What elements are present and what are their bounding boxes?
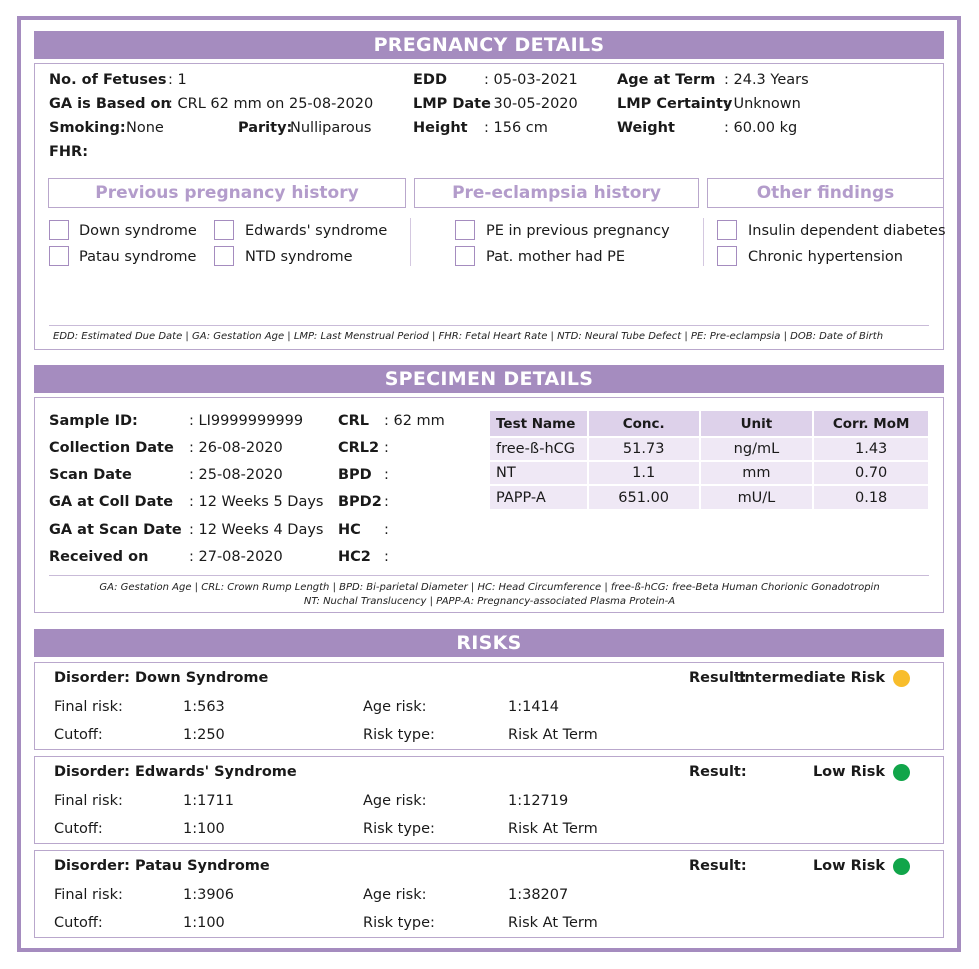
result-label: Result: xyxy=(689,764,747,780)
specimen-field-value: : 12 Weeks 4 Days xyxy=(189,522,324,538)
cutoff-label: Cutoff: xyxy=(54,821,103,837)
table-cell: ng/mL xyxy=(700,437,814,461)
height-label: Height xyxy=(413,120,468,136)
table-cell: 0.18 xyxy=(813,485,929,509)
table-row xyxy=(490,461,929,485)
measurement-value: : xyxy=(384,522,389,538)
edd-label: EDD xyxy=(413,72,447,88)
specimen-field-value: : LI9999999999 xyxy=(189,413,304,429)
table-cell: 651.00 xyxy=(588,485,700,509)
mother-had-pe-checkbox[interactable] xyxy=(455,246,475,266)
age-risk-value: 1:12719 xyxy=(508,793,569,809)
specimen-field-value: : 27-08-2020 xyxy=(189,549,283,565)
risk-type-label: Risk type: xyxy=(363,915,435,931)
table-header-cell: Test Name xyxy=(490,411,588,437)
table-header-cell: Conc. xyxy=(588,411,700,437)
specimen-field-label: Scan Date xyxy=(49,467,132,483)
cutoff-value: 1:100 xyxy=(183,915,225,931)
risks-header: RISKS xyxy=(34,629,944,657)
weight-value: : 60.00 kg xyxy=(724,120,798,136)
edwards-syndrome-checkbox[interactable] xyxy=(214,220,234,240)
age-risk-value: 1:1414 xyxy=(508,699,560,715)
specimen-legend-line2: NT: Nuchal Translucency | PAPP-A: Pregnancy-associated Plasma Protein-A xyxy=(303,596,676,607)
cutoff-value: 1:100 xyxy=(183,821,225,837)
lmp-certainty-label: LMP Certainty xyxy=(617,96,733,112)
measurement-value: : xyxy=(384,467,389,483)
pe-previous-pregnancy-checkbox[interactable] xyxy=(455,220,475,240)
risk-status-dot-icon xyxy=(893,764,910,781)
result-label: Result: xyxy=(689,858,747,874)
pe-previous-pregnancy-label: PE in previous pregnancy xyxy=(486,223,670,239)
fetuses-label: No. of Fetuses xyxy=(49,72,167,88)
specimen-field-label: Sample ID: xyxy=(49,413,138,429)
chronic-hypertension-checkbox[interactable] xyxy=(717,246,737,266)
result-value: Low Risk xyxy=(812,858,885,874)
age-risk-label: Age risk: xyxy=(363,793,427,809)
risk-type-value: Risk At Term xyxy=(508,915,598,931)
measurement-value: : xyxy=(384,494,389,510)
chronic-hypertension-label: Chronic hypertension xyxy=(748,249,903,265)
smoking-label: Smoking: xyxy=(49,120,126,136)
specimen-legend-line1: GA: Gestation Age | CRL: Crown Rump Length | BPD: Bi-parietal Diameter | HC: Head Circumference | free-ß-hCG: free-Beta Human Chorionic Gonadotropin xyxy=(99,582,880,593)
legend-divider xyxy=(49,325,929,326)
age-risk-value: 1:38207 xyxy=(508,887,569,903)
risk-type-label: Risk type: xyxy=(363,821,435,837)
specimen-details-header: SPECIMEN DETAILS xyxy=(34,365,944,393)
table-cell: 1.1 xyxy=(588,461,700,485)
height-value: : 156 cm xyxy=(484,120,548,136)
measurement-label: CRL2 xyxy=(338,440,380,456)
age-risk-label: Age risk: xyxy=(363,887,427,903)
disorder-title: Disorder: Edwards' Syndrome xyxy=(54,764,297,780)
ga-based-label: GA is Based on xyxy=(49,96,171,112)
table-cell: PAPP-A xyxy=(490,485,588,509)
ntd-syndrome-label: NTD syndrome xyxy=(245,249,353,265)
result-value: Intermediate Risk xyxy=(739,670,885,686)
risk-status-dot-icon xyxy=(893,858,910,875)
specimen-field-label: Received on xyxy=(49,549,149,565)
table-cell: 51.73 xyxy=(588,437,700,461)
measurement-label: CRL xyxy=(338,413,370,429)
down-syndrome-label: Down syndrome xyxy=(79,223,197,239)
table-cell: 1.43 xyxy=(813,437,929,461)
patau-syndrome-checkbox[interactable] xyxy=(49,246,69,266)
measurement-label: BPD2 xyxy=(338,494,382,510)
result-label: Result: xyxy=(689,670,747,686)
risk-status-dot-icon xyxy=(893,670,910,687)
specimen-field-label: Collection Date xyxy=(49,440,174,456)
specimen-field-value: : 26-08-2020 xyxy=(189,440,283,456)
smoking-value: None xyxy=(126,120,164,136)
weight-label: Weight xyxy=(617,120,675,136)
ntd-syndrome-checkbox[interactable] xyxy=(214,246,234,266)
age-at-term-value: : 24.3 Years xyxy=(724,72,809,88)
table-cell: 0.70 xyxy=(813,461,929,485)
parity-value: Nulliparous xyxy=(290,120,372,136)
specimen-field-label: GA at Scan Date xyxy=(49,522,182,538)
measurement-label: BPD xyxy=(338,467,372,483)
cutoff-label: Cutoff: xyxy=(54,727,103,743)
specimen-field-value: : 25-08-2020 xyxy=(189,467,283,483)
lmp-date-label: LMP Date xyxy=(413,96,491,112)
down-syndrome-checkbox[interactable] xyxy=(49,220,69,240)
disorder-title: Disorder: Patau Syndrome xyxy=(54,858,270,874)
final-risk-value: 1:3906 xyxy=(183,887,235,903)
age-risk-label: Age risk: xyxy=(363,699,427,715)
measurement-label: HC2 xyxy=(338,549,371,565)
table-row xyxy=(490,485,929,509)
fetuses-value: : 1 xyxy=(168,72,187,88)
table-header-cell: Unit xyxy=(700,411,814,437)
table-cell: NT xyxy=(490,461,588,485)
test-results-table xyxy=(490,411,930,509)
column-divider xyxy=(410,218,411,266)
cutoff-label: Cutoff: xyxy=(54,915,103,931)
measurement-value: : xyxy=(384,440,389,456)
table-cell: mm xyxy=(700,461,814,485)
patau-syndrome-label: Patau syndrome xyxy=(79,249,197,265)
mother-had-pe-label: Pat. mother had PE xyxy=(486,249,626,265)
edd-value: : 05-03-2021 xyxy=(484,72,578,88)
risk-type-value: Risk At Term xyxy=(508,727,598,743)
insulin-diabetes-label: Insulin dependent diabetes xyxy=(748,223,946,239)
pregnancy-legend: EDD: Estimated Due Date | GA: Gestation Age | LMP: Last Menstrual Period | FHR: Fetal Heart Rate | NTD: Neural Tube Defect | PE: Pre-eclampsia | DOB: Date of Birth xyxy=(53,331,884,342)
disorder-title: Disorder: Down Syndrome xyxy=(54,670,269,686)
final-risk-value: 1:563 xyxy=(183,699,225,715)
previous-pregnancy-history-header: Previous pregnancy history xyxy=(48,178,406,208)
fhr-label: FHR: xyxy=(49,144,89,160)
specimen-field-label: GA at Coll Date xyxy=(49,494,174,510)
final-risk-label: Final risk: xyxy=(54,793,123,809)
pregnancy-details-header: PREGNANCY DETAILS xyxy=(34,31,944,59)
result-value: Low Risk xyxy=(812,764,885,780)
age-at-term-label: Age at Term xyxy=(617,72,716,88)
measurement-value: : 62 mm xyxy=(384,413,445,429)
lmp-certainty-value: : Unknown xyxy=(724,96,801,112)
table-header-cell: Corr. MoM xyxy=(813,411,929,437)
final-risk-value: 1:1711 xyxy=(183,793,235,809)
ga-based-value: : CRL 62 mm on 25-08-2020 xyxy=(168,96,374,112)
column-divider xyxy=(703,218,704,266)
other-findings-header: Other findings xyxy=(707,178,944,208)
parity-label: Parity: xyxy=(238,120,293,136)
edwards-syndrome-label: Edwards' syndrome xyxy=(245,223,388,239)
legend-divider xyxy=(49,575,929,576)
specimen-field-value: : 12 Weeks 5 Days xyxy=(189,494,324,510)
table-row xyxy=(490,437,929,461)
measurement-label: HC xyxy=(338,522,361,538)
table-cell: mU/L xyxy=(700,485,814,509)
risk-type-value: Risk At Term xyxy=(508,821,598,837)
insulin-diabetes-checkbox[interactable] xyxy=(717,220,737,240)
lmp-date-value: : 30-05-2020 xyxy=(484,96,578,112)
final-risk-label: Final risk: xyxy=(54,887,123,903)
final-risk-label: Final risk: xyxy=(54,699,123,715)
cutoff-value: 1:250 xyxy=(183,727,225,743)
measurement-value: : xyxy=(384,549,389,565)
table-cell: free-ß-hCG xyxy=(490,437,588,461)
pre-eclampsia-history-header: Pre-eclampsia history xyxy=(414,178,699,208)
risk-type-label: Risk type: xyxy=(363,727,435,743)
